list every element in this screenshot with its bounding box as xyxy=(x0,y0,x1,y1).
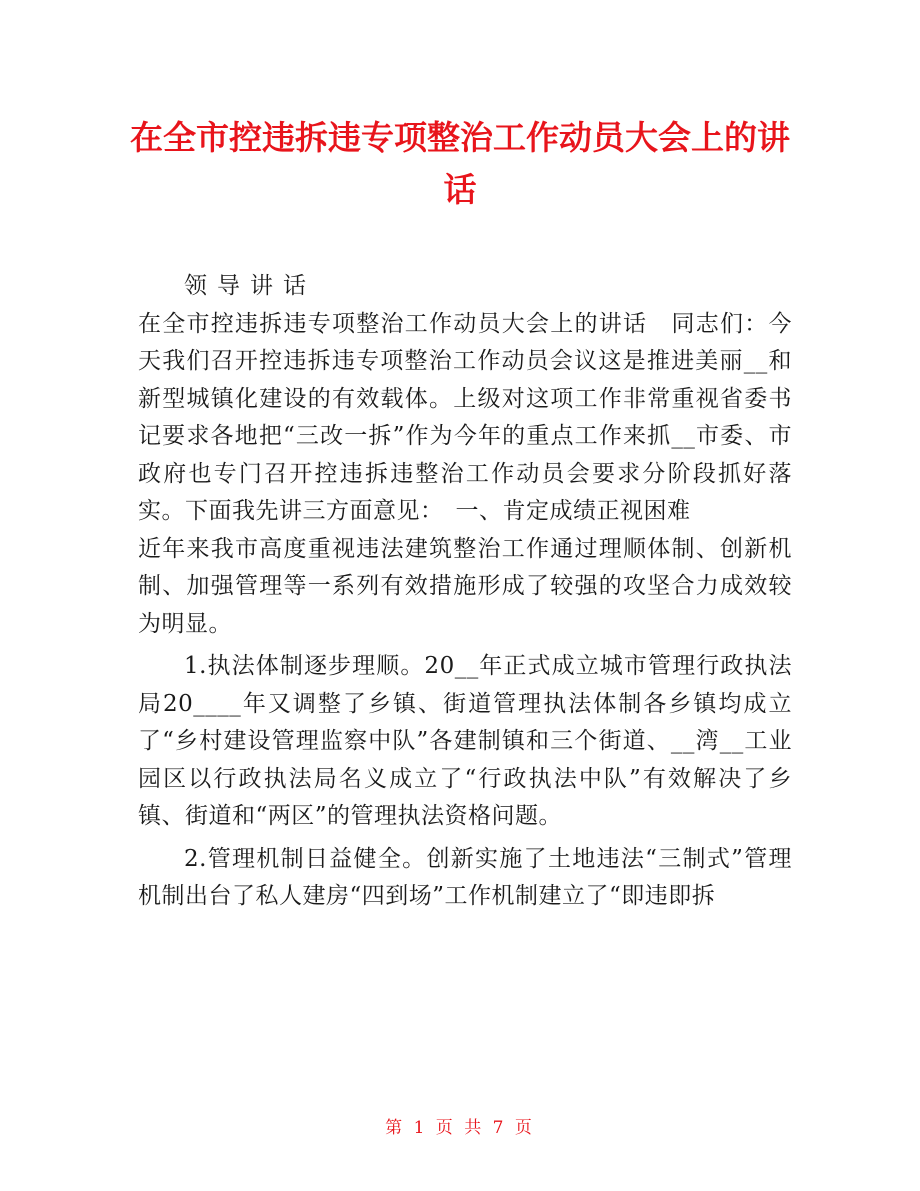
paragraph-point-1: 1.执法体制逐步理顺。20__年正式成立城市管理行政执法局20____年又调整了乡镇、街道管理执法体制各乡镇均成立了“乡村建设管理监察中队”各建制镇和三个街道、__湾__工业园区以行政执法局名义成立了“行政执法中队”有效解决了乡镇、街道和“两区”的管理执法资格问题。 xyxy=(138,653,792,829)
section-label: 领导讲话 xyxy=(184,273,316,299)
document-title: 在全市控违拆违专项整治工作动员大会上的讲话 xyxy=(130,118,790,209)
paragraph-intro: 在全市控违拆违专项整治工作动员大会上的讲话 同志们：今天我们召开控违拆违专项整治工作动员会议这是推进美丽__和新型城镇化建设的有效载体。上级对这项工作非常重视省委书记要求各地把“三改一拆”作为今年的重点工作来抓__市委、市政府也专门召开控违拆违整治工作动员会要求分阶段抓好落实。下面我先讲三方面意见： 一、肯定成绩正视困难 xyxy=(138,310,792,524)
paragraph-achievements: 近年来我市高度重视违法建筑整治工作通过理顺体制、创新机制、加强管理等一系列有效措施形成了较强的攻坚合力成效较为明显。 xyxy=(138,535,792,637)
paragraph-point-2: 2.管理机制日益健全。创新实施了土地违法“三制式”管理机制出台了私人建房“四到场”工作机制建立了“即违即拆 xyxy=(138,845,792,909)
document-body xyxy=(138,268,792,916)
page-number-label: 第 1 页 共 7 页 xyxy=(385,1118,535,1138)
page-footer xyxy=(0,1113,920,1138)
